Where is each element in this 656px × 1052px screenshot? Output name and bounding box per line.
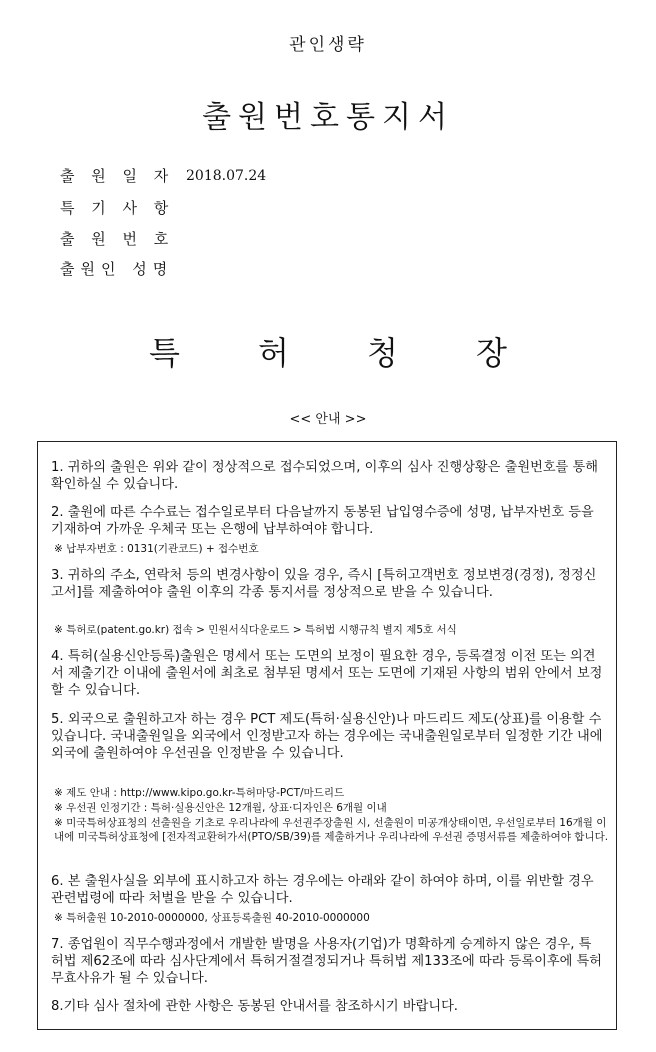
notice-item-8: 8.기타 심사 절차에 관한 사항은 동봉된 안내서를 참조하시기 바랍니다. — [51, 999, 459, 1014]
notice-item-7: 7. 종업원이 직무수행과정에서 개발한 발명을 사용자(기업)가 명확하게 승계하지 않은 경우, 특허법 제62조에 따라 심사단계에서 특허거절결정되거나 특허법 제133조에 따라 등록이후에 특허무효사유가 될 수 있습니다. — [51, 937, 603, 986]
notice-note-2: ※ 납부자번호 : 0131(기관코드) + 접수번호 — [54, 543, 259, 555]
seal-omitted-label: 관인생략 — [289, 35, 367, 55]
issuer-char: 특 — [149, 334, 180, 372]
notice-item-6: 6. 본 출원사실을 외부에 표시하고자 하는 경우에는 아래와 같이 하여야 하며, 이를 위반할 경우 관련법령에 따라 처벌을 받을 수 있습니다. — [51, 874, 594, 906]
issuer-char: 허 — [258, 334, 289, 372]
notice-item-1: 1. 귀하의 출원은 위와 같이 정상적으로 접수되었으며, 이후의 심사 진행상황은 출원번호를 통해 확인하실 수 있습니다. — [51, 460, 598, 492]
notice-note-6: ※ 특허출원 10-2010-0000000, 상표등록출원 40-2010-0000000 — [54, 912, 370, 924]
special-notes-label: 특 기 사 항 — [60, 199, 175, 217]
notice-note-5c: ※ 미국특허상표청의 선출원을 기초로 우리나라에 우선권주장출원 시, 선출원이 미공개상태이면, 우선일로부터 16개월 이내에 미국특허상표청에 [전자적교환허가서(PTO/SB/39)를 제출하거나 우리나라에 우선권 증명서류를 제출하여야 합니다. — [54, 817, 609, 843]
applicant-name-label: 출원인 성명 — [60, 260, 174, 278]
notice-item-3: 3. 귀하의 주소, 연락처 등의 변경사항이 있을 경우, 즉시 [특허고객번호 정보변경(경정), 정정신고서]를 제출하여야 출원 이후의 각종 통지서를 정상적으로 받을 수 있습니다. — [51, 568, 597, 600]
issuer-office-name — [0, 328, 656, 374]
notice-item-5: 5. 외국으로 출원하고자 하는 경우 PCT 제도(특허·실용신안)나 마드리드 제도(상표)를 이용할 수 있습니다. 국내출원일을 외국에서 인정받고자 하는 경우에는 국내출원일로부터 일정한 기간 내에 외국에 출원하여야 우선권을 인정받을 수 있습니다. — [51, 712, 603, 761]
filing-date-value: 2018.07.24 — [186, 168, 267, 184]
notice-note-5b: ※ 우선권 인정기간 : 특허·실용신안은 12개월, 상표·디자인은 6개월 이내 — [54, 802, 387, 814]
notice-note-3: ※ 특허로(patent.go.kr) 접속 > 민원서식다운로드 > 특허법 시행규칙 별지 제5호 서식 — [54, 624, 457, 636]
document-title: 출원번호통지서 — [202, 100, 454, 135]
notice-item-4: 4. 특허(실용신안등록)출원은 명세서 또는 도면의 보정이 필요한 경우, 등록결정 이전 또는 의견서 제출기간 이내에 출원서에 최초로 첨부된 명세서 또는 도면에 기재된 사항의 범위 안에서 보정할 수 있습니다. — [51, 649, 603, 698]
notice-note-5a: ※ 제도 안내 : http://www.kipo.go.kr-특허마당-PCT/마드리드 — [54, 787, 345, 799]
notice-item-2: 2. 출원에 따른 수수료는 접수일로부터 다음날까지 동봉된 납입영수증에 성명, 납부자번호 등을 기재하여 가까운 우체국 또는 은행에 납부하여야 합니다. — [51, 505, 594, 537]
application-number-label: 출 원 번 호 — [60, 230, 175, 248]
notice-header: << 안내 >> — [289, 412, 367, 427]
issuer-char: 장 — [476, 334, 507, 372]
filing-date-label: 출 원 일 자 — [60, 167, 175, 185]
issuer-char: 청 — [367, 334, 398, 372]
